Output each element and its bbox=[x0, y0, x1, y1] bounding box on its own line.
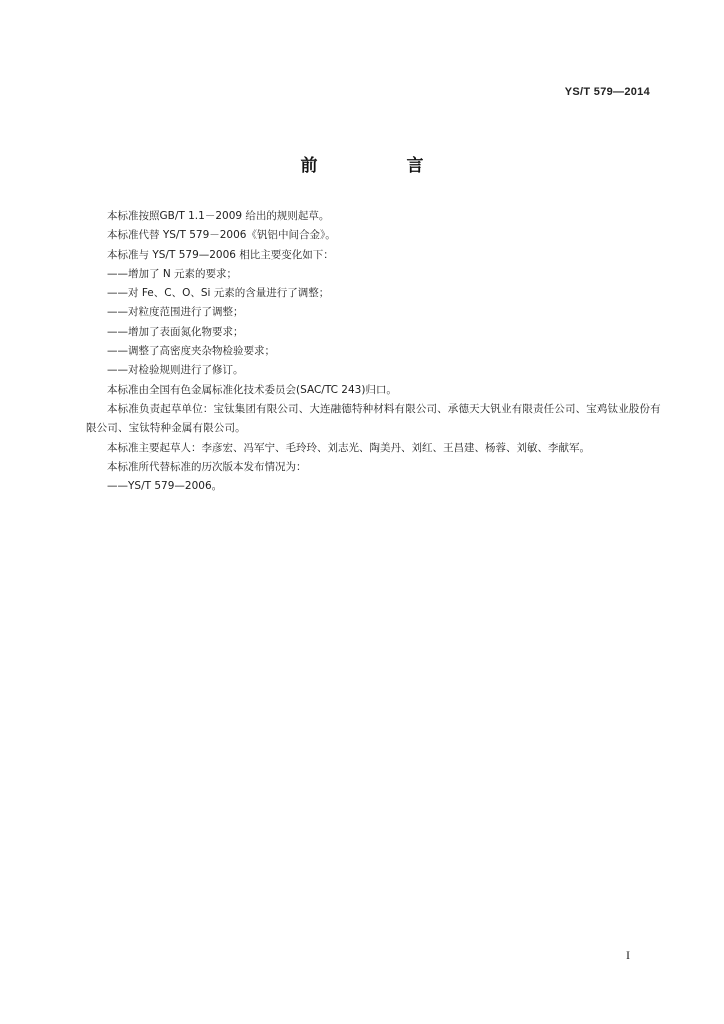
paragraph: 本标准按照GB/T 1.1－2009 给出的规则起草。 bbox=[107, 210, 330, 222]
paragraph: 本标准主要起草人：李彦宏、冯军宁、毛玲玲、刘志光、陶美丹、刘红、王昌建、杨蓉、刘敏、李献军。 bbox=[107, 441, 590, 454]
list-item: ——对检验规则进行了修订。 bbox=[107, 364, 244, 377]
paragraph: 本标准与 YS/T 579—2006 相比主要变化如下： bbox=[107, 248, 334, 261]
paragraph: 本标准代替 YS/T 579－2006《钒铝中间合金》。 bbox=[107, 229, 336, 242]
list-item: ——对粒度范围进行了调整； bbox=[107, 306, 244, 319]
list-item: ——YS/T 579—2006。 bbox=[107, 480, 223, 493]
paragraph: 本标准由全国有色金属标准化技术委员会(SAC/TC 243)归口。 bbox=[107, 383, 397, 396]
list-item: ——调整了高密度夹杂物检验要求； bbox=[107, 345, 275, 358]
paragraph: 本标准所代替标准的历次版本发布情况为： bbox=[107, 460, 307, 473]
paragraph: 本标准负责起草单位：宝钛集团有限公司、大连融德特种材料有限公司、承德天大钒业有限责任公司、宝鸡钛业股份有限公司、宝钛特种金属有限公司。 bbox=[86, 402, 661, 435]
page-number: I bbox=[626, 948, 630, 962]
list-item: ——增加了 N 元素的要求； bbox=[107, 267, 238, 280]
list-item: ——对 Fe、C、O、Si 元素的含量进行了调整； bbox=[107, 287, 330, 300]
page-title: 前 言 bbox=[300, 156, 460, 176]
foreword-body bbox=[86, 207, 666, 496]
standard-code: YS/T 579—2014 bbox=[564, 86, 650, 98]
list-item: ——增加了表面氮化物要求； bbox=[107, 325, 244, 338]
